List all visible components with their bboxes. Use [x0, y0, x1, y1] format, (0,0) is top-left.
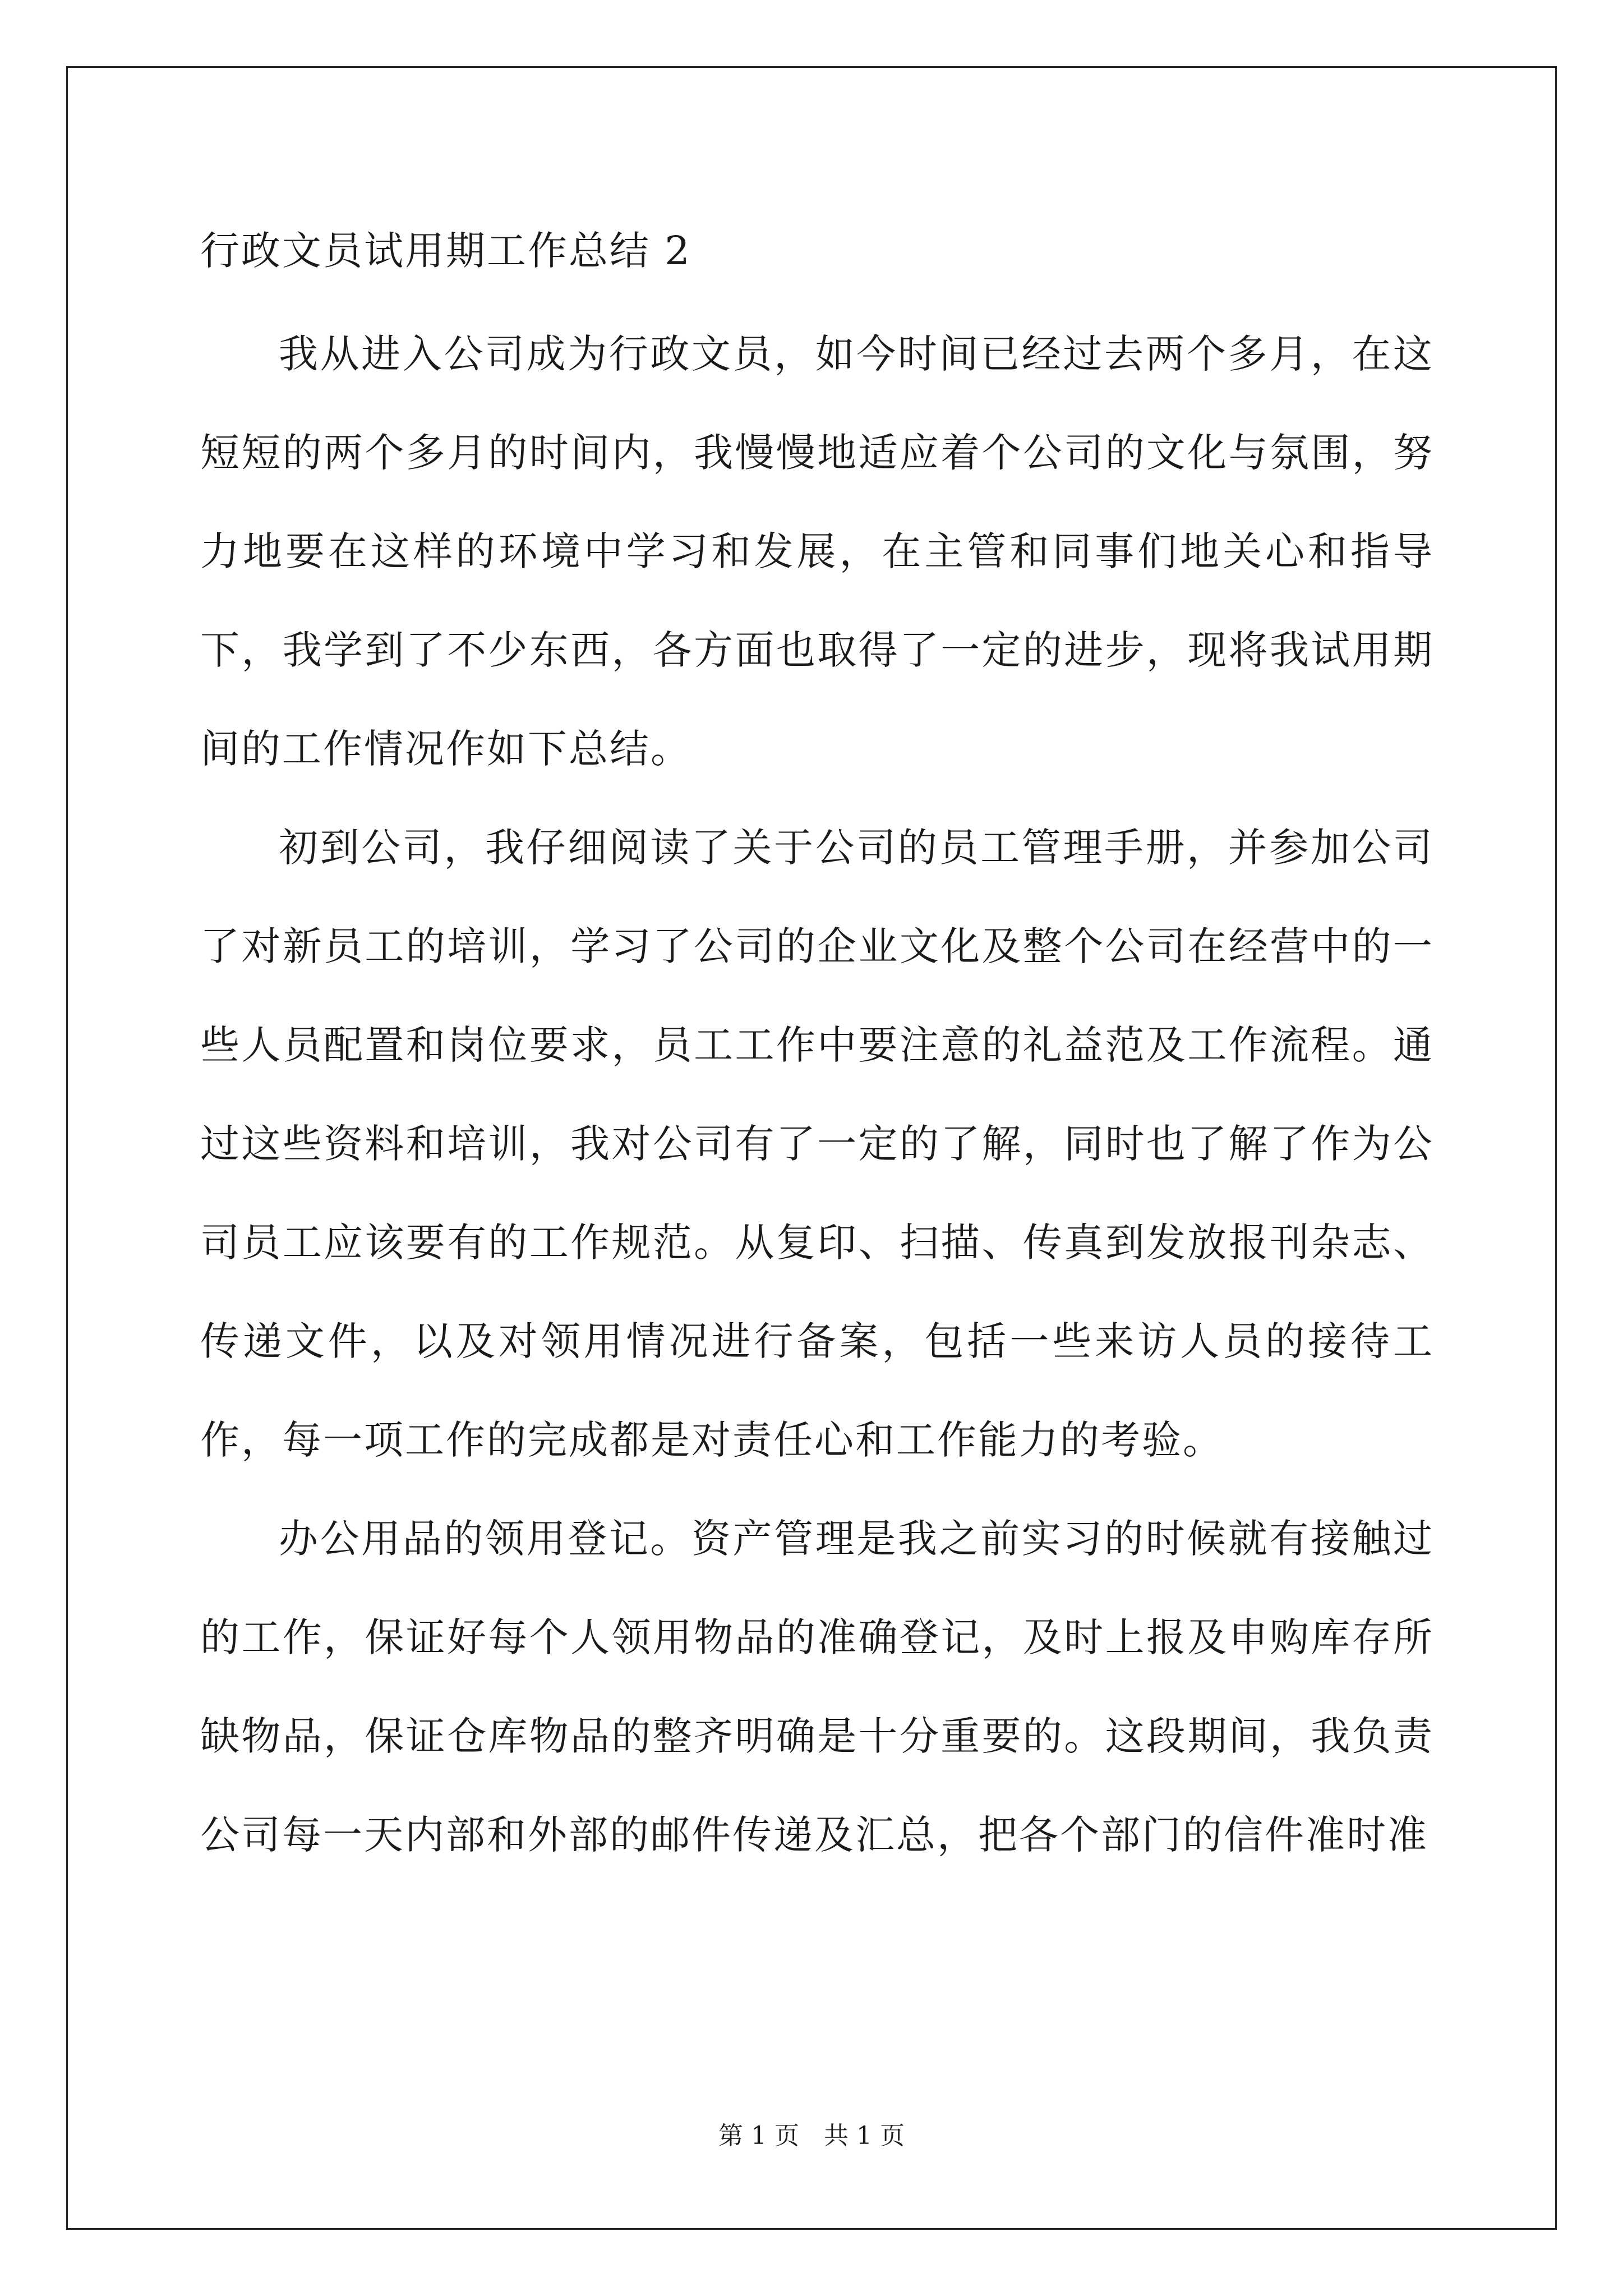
document-title: 行政文员试用期工作总结 2	[200, 228, 691, 274]
page-footer: 第 1 页 共 1 页	[718, 2122, 905, 2150]
paragraph: 我从进入公司成为行政文员，如今时间已经过去两个多月，在这短短的两个多月的时间内，我慢慢地适应着个公司的文化与氛围，努力地要在这样的环境中学习和发展，在主管和同事们地关心和指导下，我学到了不少东西，各方面也取得了一定的进步，现将我试用期间的工作情况作如下总结。	[200, 331, 1434, 772]
paragraph: 初到公司，我仔细阅读了关于公司的员工管理手册，并参加公司了对新员工的培训，学习了公司的企业文化及整个公司在经营中的一些人员配置和岗位要求，员工工作中要注意的礼益范及工作流程。通过这些资料和培训，我对公司有了一定的了解，同时也了解了作为公司员工应该要有的工作规范。从复印、扫描、传真到发放报刊杂志、传递文件，以及对领用情况进行备案，包括一些来访人员的接待工作，每一项工作的完成都是对责任心和工作能力的考验。	[200, 825, 1434, 1463]
document-body	[200, 216, 1434, 1884]
paragraph: 办公用品的领用登记。资产管理是我之前实习的时候就有接触过的工作，保证好每个人领用物品的准确登记，及时上报及申购库存所缺物品，保证仓库物品的整齐明确是十分重要的。这段期间，我负责公司每一天内部和外部的邮件传递及汇总，把各个部门的信件准时准	[200, 1516, 1434, 1858]
